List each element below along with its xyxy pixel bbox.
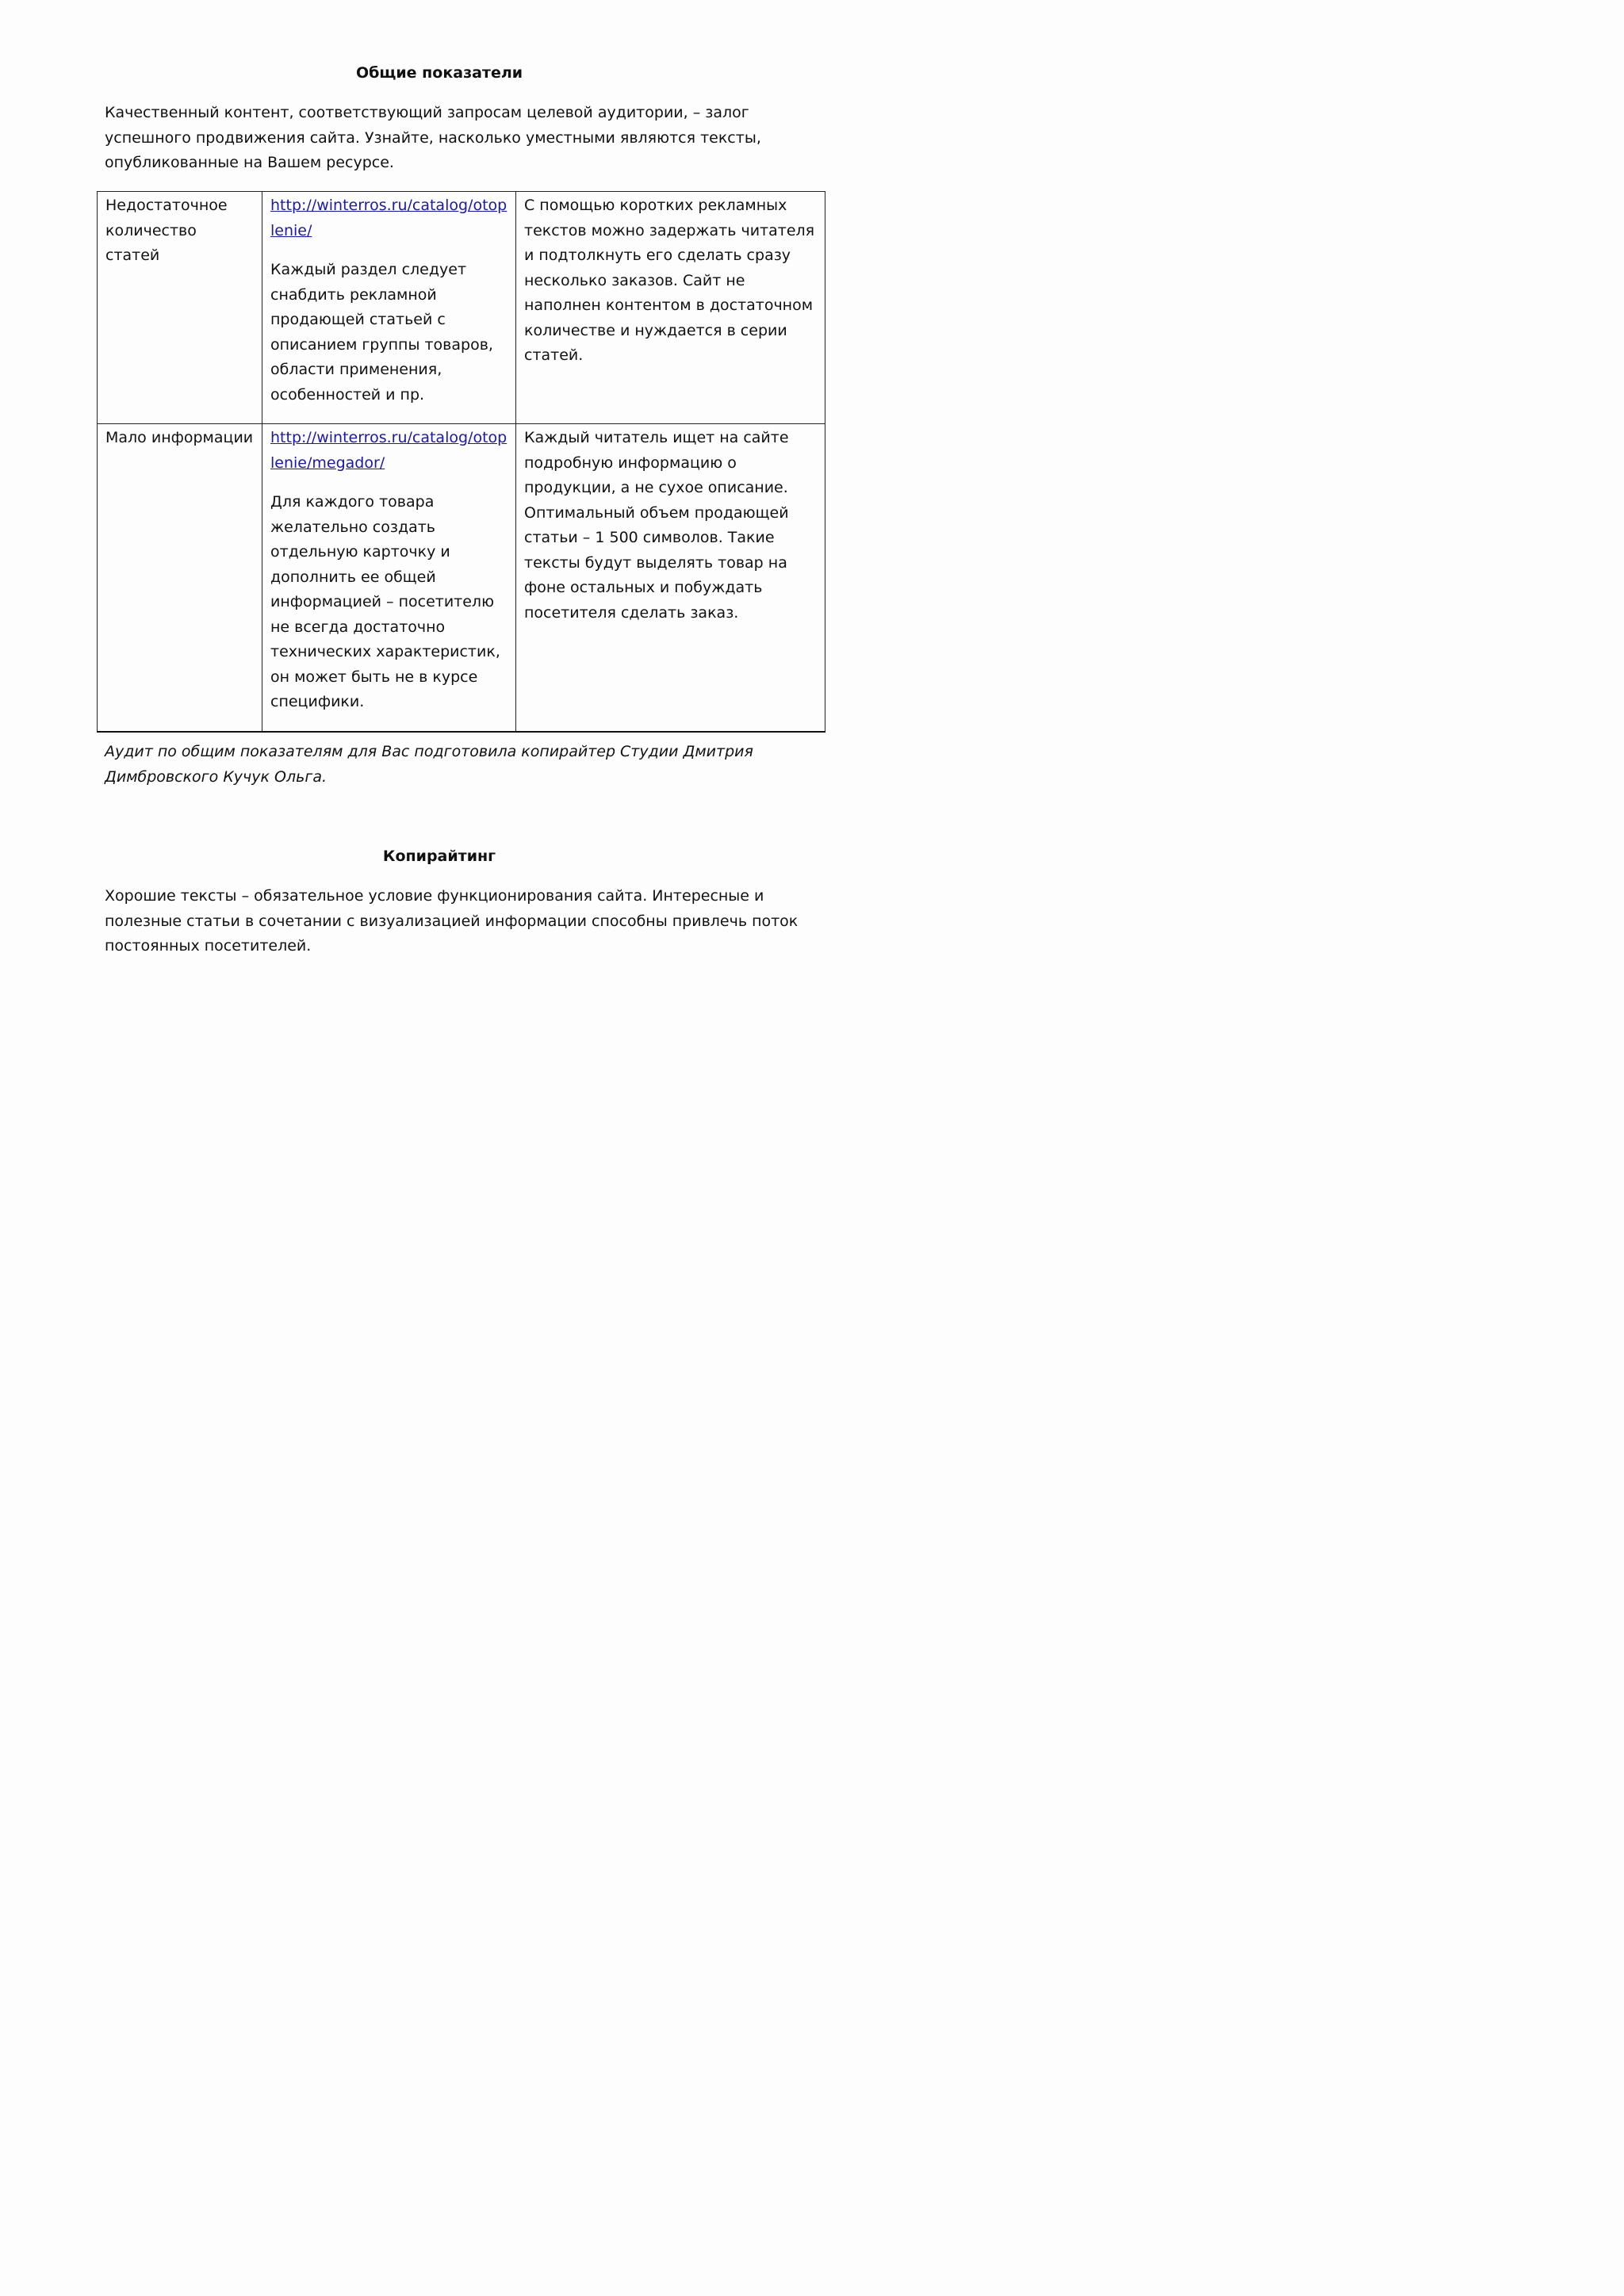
explanation-text: Каждый читатель ищет на сайте подробную информацию о продукции, а не сухое описание. Оптимальный объем продающей статьи – 1 500 символов. Такие тексты будут выделять товар на фоне остальных и побуждать посетителя сделать заказ. — [524, 429, 789, 622]
document-page — [0, 0, 879, 1242]
page-link[interactable]: http://winterros.ru/catalog/otoplenie/megador/ — [270, 429, 508, 472]
audit-table — [97, 191, 825, 733]
issue-cell — [98, 192, 262, 424]
table-row — [98, 192, 825, 424]
issue-text: Недостаточное количество статей — [105, 197, 228, 264]
section-intro-general: Качественный контент, соответствующий запросам целевой аудитории, – залог успешного продвижения сайта. Узнайте, насколько уместными являются тексты, опубликованные на Вашем ресурсе. — [105, 104, 761, 171]
recommendation-text: Каждый раздел следует снабдить рекламной продающей статьей с описанием группы товаров, области применения, особенностей и пр. — [270, 261, 493, 404]
section-intro-copywriting: Хорошие тексты – обязательное условие функционирования сайта. Интересные и полезные статьи в сочетании с визуализацией информации способны привлечь поток постоянных посетителей. — [105, 887, 799, 955]
page-cell — [262, 192, 516, 424]
explanation-cell — [516, 192, 825, 424]
recommendation-text: Для каждого товара желательно создать отдельную карточку и дополнить ее общей информацией – посетителю не всегда достаточно технических характеристик, он может быть не в курсе специфики. — [270, 493, 500, 710]
issue-cell — [98, 424, 262, 732]
explanation-cell — [516, 424, 825, 732]
section-title-copywriting: Копирайтинг — [382, 848, 496, 865]
section-title-general: Общие показатели — [355, 64, 523, 82]
explanation-text: С помощью коротких рекламных текстов можно задержать читателя и подтолкнуть его сделать сразу несколько заказов. Сайт не наполнен контентом в достаточном количестве и нуждается в серии статей. — [524, 197, 815, 364]
table-row — [98, 424, 825, 732]
page-link[interactable]: http://winterros.ru/catalog/otoplenie/ — [270, 197, 508, 239]
page-cell — [262, 424, 516, 732]
author-note: Аудит по общим показателям для Вас подготовила копирайтер Студии Дмитрия Димбровского Кучук Ольга. — [105, 743, 753, 786]
issue-text: Мало информации — [105, 429, 254, 446]
